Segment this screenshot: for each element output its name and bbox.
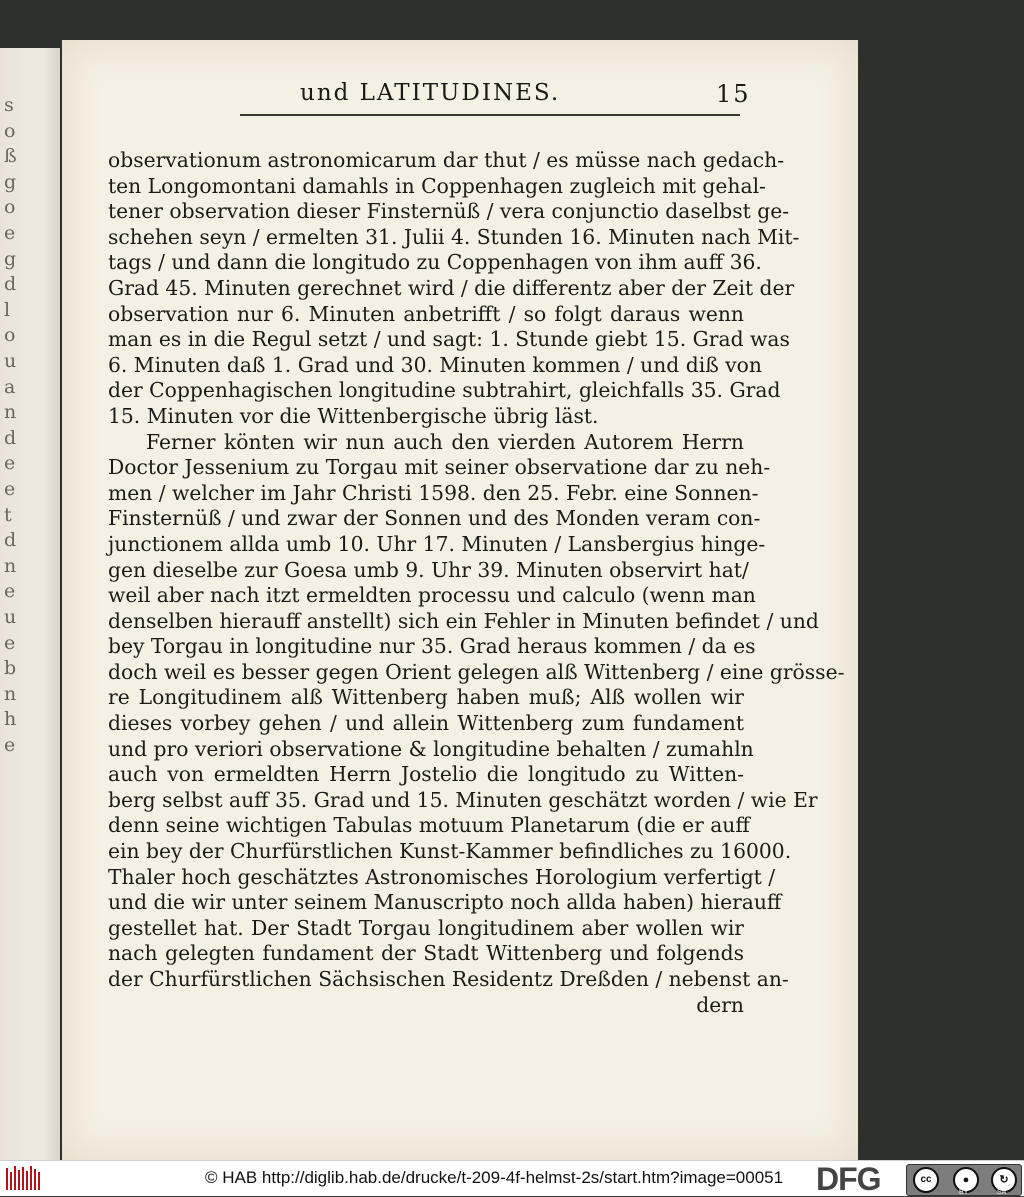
dfg-logo: DFG [816,1161,881,1197]
left-page-fragment: o [4,324,16,347]
text-line: Grad 45. Minuten gerechnet wird / die differentz aber der Zeit der [108,275,795,300]
text-line: berg selbst auff 35. Grad und 15. Minuten geschätzt worden / wie Er [108,787,818,812]
text-line: und pro veriori observatione & longitudine behalten / zumahln [108,736,754,761]
text-line: bey Torgau in longitudine nur 35. Grad heraus kommen / da es [108,634,756,659]
left-page-fragment: g [4,247,17,270]
left-page-fragment: l [4,298,11,321]
running-title: und LATITUDINES. [300,80,561,106]
text-line: dieses vorbey gehen / und allein Wittenberg zum fundament [108,711,744,736]
text-line: Ferner könten wir nun auch den vierden Autorem Herrn [146,429,744,454]
text-line: junctionem allda umb 10. Uhr 17. Minuten / Lansbergius hinge- [108,531,766,556]
left-page-fragment: u [4,350,17,372]
text-line: und die wir unter seinem Manuscripto noch allda haben) hierauff [108,890,782,915]
text-line: 6. Minuten daß 1. Grad und 30. Minuten kommen / und diß von [108,352,762,377]
text-line: weil aber nach itzt ermeldten processu und calculo (wenn man [108,583,756,608]
left-page-edge [0,48,60,1160]
citation-link[interactable]: © HAB http://diglib.hab.de/drucke/t-209-4f-helmst-2s/start.htm?image=00051 [205,1168,784,1187]
sa-label: SA [997,1189,1007,1196]
left-page-fragment: n [4,554,17,577]
left-page-fragment: s [4,94,14,116]
text-line: observation nur 6. Minuten anbetrifft / so folgt daraus wenn [108,301,744,326]
left-page-fragment: e [4,222,16,244]
text-line: der Churfürstlichen Sächsischen Residentz Dreßden / nebenst an- [108,967,789,991]
sa-icon: ↻ [991,1167,1017,1193]
running-header [240,80,751,120]
text-line: dern [696,992,744,1017]
left-page-fragment: d [4,529,17,552]
by-icon: ● [953,1167,979,1193]
text-line: Doctor Jessenium zu Torgau mit seiner observatione dar zu neh- [108,455,771,480]
text-line: doch weil es besser gegen Orient gelegen alß Wittenberg / eine grösse- [108,659,845,684]
text-line: tags / und dann die longitudo zu Coppenhagen von ihm auff 36. [108,250,762,275]
footer-bar [0,1160,1024,1196]
text-line: man es in die Regul setzt / und sagt: 1. Stunde giebt 15. Grad was [108,327,790,352]
left-page-fragment: ß [4,145,17,168]
text-line: observationum astronomicarum dar thut / es müsse nach gedach- [108,148,785,172]
by-label: BY [959,1189,969,1196]
left-page-fragment: t [4,503,12,526]
header-rule [240,114,740,116]
text-line: ten Longomontani damahls in Coppenhagen zugleich mit gehal- [108,173,766,198]
text-line: auch von ermeldten Herrn Jostelio die longitudo zu Witten- [108,762,744,787]
hab-logo-icon [4,1164,44,1194]
left-page-fragment: a [4,375,16,398]
text-line: denn seine wichtigen Tabulas motuum Planetarum (die er auff [108,813,750,838]
text-line: ein bey der Churfürstlichen Kunst-Kammer befindliches zu 16000. [108,839,792,864]
left-page-fragment: o [4,119,16,142]
text-line: der Coppenhagischen longitudine subtrahirt, gleichfalls 35. Grad [108,378,781,403]
left-page-fragment: b [4,657,17,680]
cc-icon: cc [913,1167,939,1193]
left-page-fragment: n [4,401,17,424]
text-line: nach gelegten fundament der Stadt Wittenberg und folgends [108,941,744,966]
page-number: 15 [716,80,751,108]
left-page-fragment: g [4,170,17,193]
text-line: gen dieselbe zur Goesa umb 9. Uhr 39. Minuten observirt hat/ [108,557,749,582]
left-page-fragment: e [4,631,16,654]
left-page-fragment: d [4,426,17,449]
text-line: re Longitudinem alß Wittenberg haben muß; Alß wollen wir [108,685,744,710]
text-line: 15. Minuten vor die Wittenbergische übrig läst. [108,403,599,428]
text-line: tener observation dieser Finsternüß / vera conjunctio daselbst ge- [108,199,790,224]
text-line: men / welcher im Jahr Christi 1598. den 25. Febr. eine Sonnen- [108,480,759,505]
left-page-fragment: h [4,708,17,731]
left-page-fragment: e [4,478,16,500]
left-page-fragment: e [4,734,16,756]
text-line: gestellet hat. Der Stadt Torgau longitudinem aber wollen wir [108,915,744,940]
left-page-fragment: d [4,273,17,296]
left-page-fragment: e [4,580,16,603]
body-text [108,148,845,1018]
license-badge[interactable] [906,1164,1022,1196]
text-line: Thaler hoch geschätztes Astronomisches Horologium verfertigt / [108,864,776,889]
text-line: denselben hierauff anstellt) sich ein Fehler in Minuten befindet / und [108,608,819,633]
text-line: schehen seyn / ermelten 31. Julii 4. Stunden 16. Minuten nach Mit- [108,224,800,249]
left-page-fragment: e [4,452,16,475]
left-page-fragment: o [4,196,16,219]
text-line: Finsternüß / und zwar der Sonnen und des Monden veram con- [108,506,761,531]
left-page-fragment: u [4,606,17,628]
left-page-fragment: n [4,682,17,705]
